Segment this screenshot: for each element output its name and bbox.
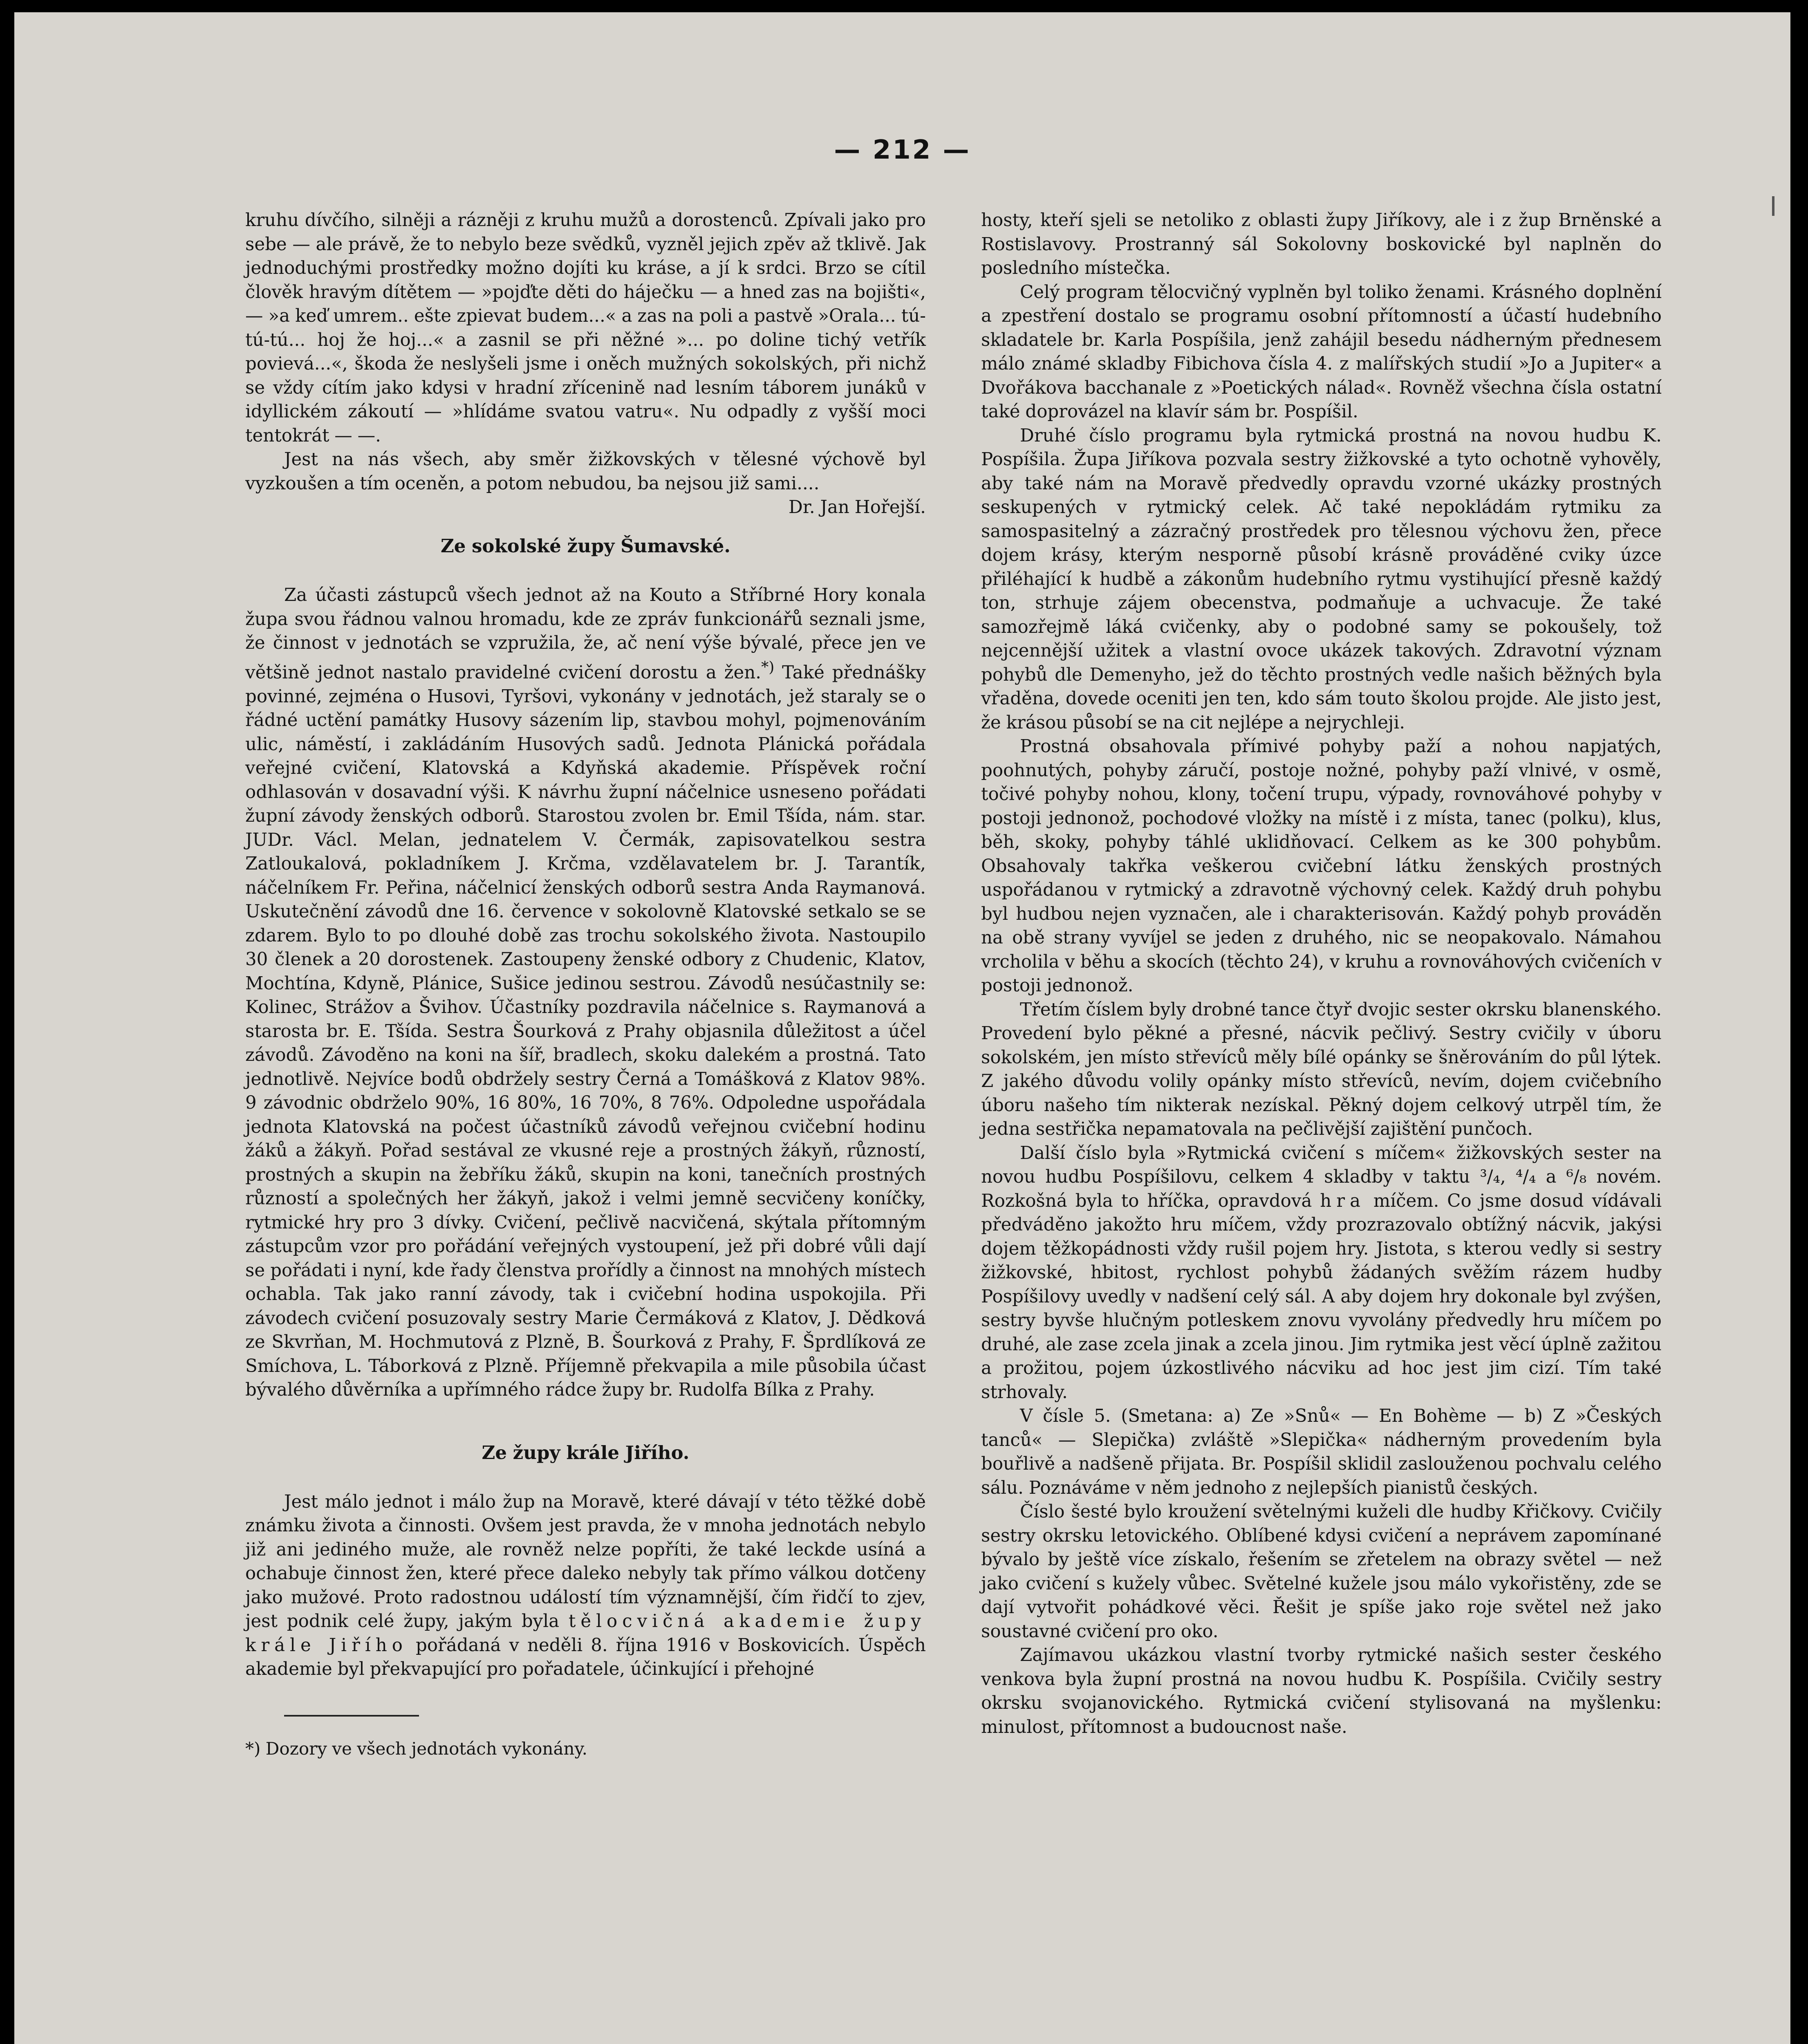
footnote-ref: *) <box>761 658 775 676</box>
scanned-page <box>14 12 1790 2044</box>
left-column <box>245 208 926 1761</box>
paragraph: V čísle 5. (Smetana: a) Ze »Snů« — En Bohème — b) Z »Českých tanců« — Slepička) zvláště »Slepička« nádherným provedením byla bouřlivě a nadšeně přijata. Br. Pospíšil sklidil zaslouženou pochvalu celého sálu. Poznáváme v něm jednoho z nejlepších pianistů českých. <box>981 1406 1662 1498</box>
paragraph: Zajímavou ukázkou vlastní tvorby rytmické našich sester českého venkova byla župní prostná na novou hudbu K. Pospíšila. Cvičily sestry okrsku svojanovického. Rytmická cvičení stylisovaná na myšlenku: minulost, přítomnost a budoucnost naše. <box>981 1645 1662 1737</box>
section-heading-sumava: Ze sokolské župy Šumavské. <box>440 535 731 557</box>
paragraph-text: Také přednášky povinné, zejména o Husovi, Tyršovi, vykonány v jednotách, jež staraly se o řádné uctění památky Husovy sázením lip, stavbou mohyl, pojmenováním ulic, náměstí, i zakládáním Husových sadů. Jednota Plánická pořádala veřejné cvičení, Klatovská a Kdyňská akademie. Příspěvek roční odhlasován v dosavadní výši. K návrhu župní náčelnice usneseno pořádati župní závody ženských odborů. Starostou zvolen br. Emil Tšída, nám. star. JUDr. Václ. Melan, jednatelem V. Čermák, zapisovatelkou sestra Zatloukalová, pokladníkem J. Krčma, vzdělavatelem br. J. Tarantík, náčelníkem Fr. Peřina, náčelnicí ženských odborů sestra Anda Raymanová. Uskutečnění závodů dne 16. července v sokolovně Klatovské setkalo se se zdarem. Bylo to po dlouhé době zas trochu sokolského života. Nastoupilo 30 členek a 20 dorostenek. Zastoupeny ženské odbory z Chudenic, Klatov, Mochtína, Kdyně, Plánice, Sušice jedinou sestrou. Závodů nesúčastnily se: Kolinec, Strážov a Švihov. Účastníky pozdravila náčelnice s. Raymanová a starosta br. E. Tšída. Sestra Šourková z Prahy objasnila důležitost a účel závodů. Závoděno na koni na šíř, bradlech, skoku dalekém a prostná. Tato jednotlivě. Nejvíce bodů obdržely sestry Černá a Tomášková z Klatov 98%. 9 závodnic obdrželo 90%, 16 80%, 16 70%, 8 76%. Odpoledne uspořádala jednota Klatovská na počest účastníků závodů veřejnou cvičební hodinu žáků a žákyň. Pořad sestával ze vkusné reje a prostných žákyň, růzností, prostných a skupin na žebříku žáků, skupin na koni, tanečních prostných růzností a společných her žákyň, jakož i velmi jemně secvičeny koníčky, rytmické hry pro 3 dívky. Cvičení, pečlivě nacvičená, skýtala přítomným zástupcům vzor pro pořádání veřejných vystoupení, jež při dobré vůli dají se pořádati i nyní, kde řady členstva prořídly a činnost na mnohých místech ochabla. Tak jako ranní závody, tak i cvičební hodina uspokojila. Při závodech cvičení posuzovaly sestry Marie Čermáková z Klatov, J. Dědková ze Skvrňan, M. Hochmutová z Plzně, B. Šourková z Prahy, F. Šprdlíková ze Smíchova, L. Táborková z Plzně. Příjemně překvapila a mile působila účast bývalého důvěrníka a upřímného rádce župy br. Rudolfa Bílka z Prahy. <box>245 662 926 1400</box>
paragraph-text: pořádaná v neděli 8. října 1916 v Boskovicích. Úspěch akademie byl překvapující pro pořadatele, účinkující i přehojné <box>245 1635 926 1679</box>
section-paragraph-jiri <box>245 1490 926 1681</box>
paragraph: Číslo šesté bylo kroužení světelnými kuželi dle hudby Křičkovy. Cvičily sestry okrsku letovického. Oblíbené kdysi cvičení a neprávem zapomínané bývalo by ještě více získalo, řešením se zřetelem na obrazy světel — než jako cvičení s kužely vůbec. Světelné kužele jsou málo vykořistěny, zde se dají vytvořit pohádkové věci. Řešit je spíše jako roje světel než jako soustavné cvičení pro oko. <box>981 1502 1662 1642</box>
signature: Dr. Jan Hořejší. <box>789 497 926 518</box>
paragraph: Celý program tělocvičný vyplněn byl toliko ženami. Krásného doplnění a zpestření dostalo se programu osobní přítomností a účastí hudebního skladatele br. Karla Pospíšila, jenž zahájil besedu nádherným přednesem málo známé skladby Fibichova čísla 4. z malířských studií »Jo a Jupiter« a Dvořákova bacchanale z »Poetických nálad«. Rovněž všechna čísla ostatní také doprovázel na klavír sám br. Pospíšil. <box>981 282 1662 422</box>
paragraph: Prostná obsahovala přímivé pohyby paží a nohou napjatých, poohnutých, pohyby záručí, postoje nožné, pohyby paží vlnivé, v osmě, točivé pohyby nohou, klony, točení trupu, výpady, rovnováhové pohyby v postoji jednonož, pochodové vložky na místě i z místa, tanec (polku), klus, běh, skoky, pohyby táhlé uklidňovací. Celkem as ke 300 pohybům. Obsahovaly takřka veškerou cvičební látku ženských prostných uspořádanou v rytmický a zdravotně výchovný celek. Každý druh pohybu byl hudbou nejen vyznačen, ale i charakterisován. Každý pohyb prováděn na obě strany vyvíjel se jeden z druhého, nic se neopakovalo. Námahou vrcholila v běhu a skocích (těchto 24), v kruhu a rovnováhových cvičeních v postoji jednonož. <box>981 736 1662 996</box>
section-paragraph-sumava <box>245 583 926 1402</box>
right-column <box>981 208 1662 1739</box>
footnote: *) Dozory ve všech jednotách vykonány. <box>245 1738 588 1759</box>
spaced-word: hra <box>1320 1190 1366 1211</box>
page-number: — 212 — <box>834 135 971 165</box>
closing-paragraph <box>245 448 926 518</box>
closing-text: Jest na nás všech, aby směr žižkovských v tělesné výchově byl vyzkoušen a tím oceněn, a potom nebudou, ba nejsou již sami.... <box>245 449 926 494</box>
paragraph <box>981 1141 1662 1405</box>
footnote-rule <box>284 1715 419 1717</box>
paragraph: Třetím číslem byly drobné tance čtyř dvojic sester okrsku blanenského. Provedení bylo pěkné a přesné, nácvik pečlivý. Sestry cvičily v úboru sokolském, jen místo střevíců měly bílé opánky se šněrováním do půl lýtek. Z jakého důvodu volily opánky místo střevíců, nevím, dojem cvičebního úboru našeho tím nikterak nezískal. Pěkný dojem celkový utrpěl tím, že jedna sestřička nepamatovala na pečlivější zajištění punčoch. <box>981 999 1662 1139</box>
intro-paragraph: kruhu dívčího, silněji a rázněji z kruhu mužů a dorostenců. Zpívali jako pro sebe — ale právě, že to nebylo beze svědků, vyzněl jejich zpěv až tklivě. Jak jednoduchými prostředky možno dojíti ku kráse, a jí k srdci. Brzo se cítil člověk hravým dítětem — »pojďte děti do háječku — a hned zas na bojišti«, — »a keď umrem.. ešte zpievat budem...« a zas na poli a pastvě »Orala... tú-tú-tú... hoj že hoj...« a zasnil se při něžné »... po doline tichý vetřík povievá...«, škoda že neslyšeli jsme i oněch mužných sokolských, při nichž se vždy cítím jako kdysi v hradní zřícenině nad lesním táborem junáků v idyllickém zákoutí — »hlídáme svatou vatru«. Nu odpadly z vyšší moci tentokrát — —. <box>245 210 926 446</box>
paragraph: hosty, kteří sjeli se netoliko z oblasti župy Jiříkovy, ale i z žup Brněnské a Rostislavovy. Prostranný sál Sokolovny boskovické byl naplněn do posledního místečka. <box>981 210 1662 278</box>
paragraph-text: Další číslo byla »Rytmická cvičení s míčem« žižkovských sester na novou hudbu Pospíšilovu, celkem 4 skladby v taktu ³/₄, ⁴/₄ a ⁶/₈ novém. Rozkošná byla to hříčka, opravdová <box>981 1143 1662 1211</box>
paragraph-text: míčem. Co jsme dosud vídávali předváděno jakožto hru míčem, vždy prozrazovalo obtížný nácvik, jakýsi dojem těžkopádnosti vždy rušil pojem hry. Jistota, s kterou vedly si sestry žižkovské, hbitost, rychlost pohybů žádaných svěžím rázem hudby Pospíšilovy uvedly v nadšení celý sál. A aby dojem hry dokonale byl zvýšen, sestry byvše hlučným potleskem znovu vyvolány předvedly hru míčem po druhé, ale zase zcela jinak a zcela jinou. Jim rytmika jest věcí úplně zažitou a prožitou, pojem úzkostlivého nácviku ad hoc jest jim cizí. Tím také strhovaly. <box>981 1190 1662 1403</box>
paragraph-text: Jest málo jednot i málo žup na Moravě, které dávají v této těžké době známku života a činnosti. Ovšem jest pravda, že v mnoha jednotách nebylo již ani jediného muže, ale rovněž nelze popříti, že také leckde usíná a ochabuje činnost žen, které přece daleko nebyly tak přímo válkou dotčeny jako mužové. Proto radostnou událostí tím významnější, čím řidčí to zjev, jest podnik celé župy, jakým byla <box>245 1491 926 1632</box>
margin-mark <box>1772 196 1774 216</box>
spaced-phrase: tělocvičná akademie župy krále Jiřího <box>245 1611 926 1656</box>
paragraph-text: Za účasti zástupců všech jednot až na Kouto a Stříbrné Hory konala župa svou řádnou valnou hromadu, kde ze zpráv funkcionářů seznali jsme, že činnost v jednotách se vzpružila, že, ač není výše bývalé, přece jen ve většině jednot nastalo pravidelné cvičení dorostu a žen. <box>245 585 926 683</box>
paragraph: Druhé číslo programu byla rytmická prostná na novou hudbu K. Pospíšila. Župa Jiříkova pozvala sestry žižkovské a tyto ochotně vyhověly, aby také nám na Moravě předvedly opravdu vzorné ukázky prostných seskupených v rytmický celek. Ač také nepokládám rytmiku za samospasitelný a zázračný prostředek pro tělesnou výchovu žen, přece dojem krásy, kterým nesporně působí krásně prováděné cviky úzce přiléhající k hudbě a zákonům hudebního rytmu vystihující přesně každý ton, strhuje zájem obecenstva, podmaňuje a uchvacuje. Že také samozřejmě láká cvičenky, aby o podobné samy se pokoušely, tož nejcennější užitek a vlastní ovoce ukázek takových. Zdravotní význam pohybů dle Demenyho, jež do těchto prostných vedle našich běžných byla vřaděna, dovede oceniti jen ten, kdo sám touto školou projde. Ale jisto jest, že krásou působí se na cit nejlépe a nejrychleji. <box>981 425 1662 733</box>
section-heading-jiri: Ze župy krále Jiřího. <box>482 1441 690 1464</box>
